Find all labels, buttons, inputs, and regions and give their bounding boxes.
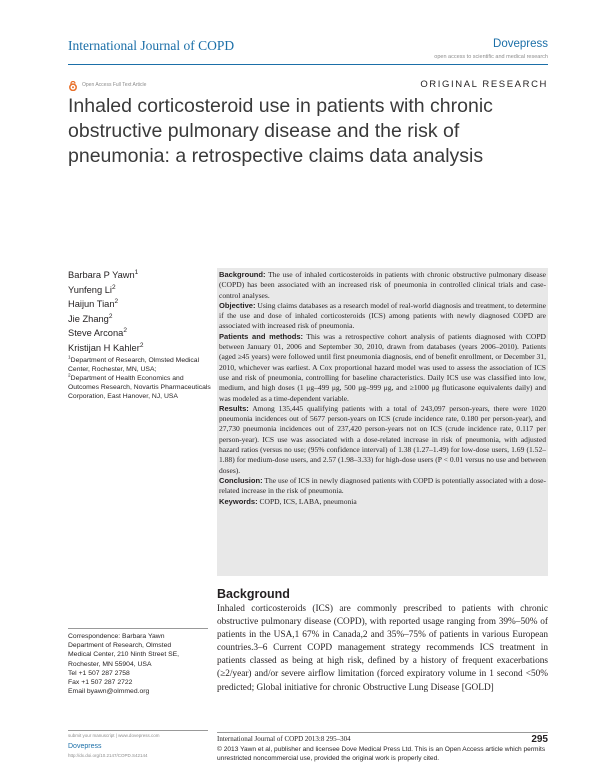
correspondence-line: Medical Center, 210 Ninth Street SE, — [68, 651, 180, 659]
footer-left-divider — [68, 730, 208, 731]
author-name: Kristijan H Kahler — [68, 342, 140, 353]
author — [68, 283, 208, 298]
affiliation-mark: 2 — [68, 373, 71, 379]
abstract-section — [219, 404, 546, 476]
abstract-text: This was a retrospective cohort analysis of patients diagnosed with COPD between January 01, 2006 and September 30, 2010, drawn from databases (years 2006–2010). Patients (aged ≥45 years) were followed until first pneumonia diagnosis, end of benefit enrollment, or December 31, 2010, whichever was earliest. A Cox proportional hazard model was used to assess the association of ICS use and risk of pneumonia, controlling for baseline characteristics. Daily ICS use was classified into low, medium, and high doses (1 μg–499 μg, 500 μg–999 μg, and ≥1000 μg fluticasone equivalents daily) and was modeled as a time-dependent variable. — [219, 331, 546, 403]
abstract-section — [219, 332, 546, 404]
correspondence-line: Fax +1 507 287 2722 — [68, 679, 133, 687]
author-affiliation-mark: 2 — [111, 283, 116, 291]
abstract-label: Results: — [219, 403, 249, 413]
abstract-label: Patients and methods: — [219, 331, 304, 341]
abstract-text: COPD, ICS, LABA, pneumonia — [259, 496, 357, 506]
abstract-text: The use of ICS in newly diagnosed patients with COPD is potentially associated with a dose-related increase in the risk of pneumonia. — [219, 475, 546, 496]
abstract-section — [219, 476, 546, 497]
author-name: Jie Zhang — [68, 313, 109, 324]
abstract-label: Objective: — [219, 300, 256, 310]
author — [68, 312, 208, 327]
abstract-label: Keywords: — [219, 496, 258, 506]
affiliation-text: Department of Health Economics and Outcomes Research, Novartis Pharmaceuticals Corporation, East Hanover, NJ, USA — [68, 375, 211, 401]
author — [68, 297, 208, 312]
abstract-label: Conclusion: — [219, 475, 263, 485]
footer-divider — [217, 732, 548, 733]
author-affiliation-mark: 1 — [134, 268, 139, 276]
author-name: Barbara P Yawn — [68, 270, 135, 280]
article-type: ORIGINAL RESEARCH — [420, 79, 548, 90]
footer-dovepress-logo[interactable]: Dovepress — [68, 743, 102, 750]
affiliations — [68, 356, 213, 401]
author — [68, 326, 208, 341]
publisher-logo[interactable]: Dovepress — [493, 38, 548, 50]
author — [68, 341, 208, 356]
article-title: Inhaled corticosteroid use in patients with chronic obstructive pulmonary disease and the risk of pneumonia: a retrospective claims data analysis — [68, 95, 493, 167]
citation-line: International Journal of COPD 2013:8 295–304 — [217, 735, 351, 743]
author-affiliation-mark: 2 — [139, 341, 144, 349]
correspondence-line: Rochester, MN 55904, USA — [68, 660, 152, 668]
abstract-section — [219, 301, 546, 332]
publisher-tagline: open access to scientific and medical research — [434, 54, 548, 60]
author-name: Haijun Tian — [68, 299, 115, 309]
abstract-label: Background: — [219, 270, 266, 279]
copyright-notice: © 2013 Yawn et al, publisher and licensee Dove Medical Press Ltd. This is an Open Access article which permits unrestricted noncommercial use, provided the original work is properly cited. — [217, 746, 546, 762]
correspondence-line: Tel +1 507 287 2758 — [68, 669, 130, 677]
author-affiliation-mark: 2 — [123, 326, 127, 334]
correspondence-divider — [68, 628, 208, 629]
abstract-section — [219, 270, 546, 301]
doi-link[interactable]: http://dx.doi.org/10.2147/COPD.S42144 — [68, 753, 148, 758]
background-text: Inhaled corticosteroids (ICS) are commonly prescribed to patients with chronic obstructive pulmonary disease (COPD), with reported usage ranging from 39%–50% of patients in the USA,1 67% in Canada,2 and 35%–75% of patients in various European countries.3–6 Current COPD management strategy recommends ICS treatment in patients classed as being at high risk, defined by a history of frequent exacerbations (≥2/year) and/or severe airflow limitation (forced expiratory volume in 1 second <50% predicted; Global initiative for chronic Obstructive Lung Disease [GOLD] — [217, 604, 548, 693]
author — [68, 268, 208, 283]
author-affiliation-mark: 2 — [114, 297, 119, 305]
abstract-text: Among 135,445 qualifying patients with a total of 243,097 person-years, there were 1020 pneumonia incidences out of 5677 person-years on ICS (crude incidence rate, 0.180 per person-year), and 27,730 pneumonia incidences out of 237,420 person-years not on ICS (crude incidence rate, 0.117 per person-year). ICS use was associated with a dose-related increase in risk of pneumonia, with adjusted hazard ratios (versus no use; (95% confidence interval) of 1.38 (1.27–1.49) for low-dose users, 1.69 (1.52–1.88) for medium-dose users, and 2.57 (1.98–3.33) for high-dose users (P < 0.01 versus no use and between doses). — [219, 403, 546, 475]
author-name: Yunfeng Li — [68, 284, 112, 295]
header-divider — [68, 64, 548, 65]
page-number: 295 — [531, 734, 548, 745]
correspondence-line: Correspondence: Barbara Yawn — [68, 633, 165, 640]
journal-title[interactable]: International Journal of COPD — [68, 38, 235, 53]
author-name: Steve Arcona — [68, 328, 124, 338]
correspondence-line[interactable]: Email byawn@olmmed.org — [68, 688, 150, 696]
abstract-text: The use of inhaled corticosteroids in patients with chronic obstructive pulmonary disease (COPD) has been associated with an increased risk of pneumonia in controlled clinical trials and case-control analyses. — [219, 270, 546, 300]
open-access-icon — [68, 81, 78, 91]
section-heading-background: Background — [217, 587, 290, 601]
author-list — [68, 268, 208, 355]
background-paragraph — [217, 603, 548, 695]
open-access-label: Open Access Full Text Article — [82, 82, 147, 88]
abstract-section — [219, 497, 546, 507]
affiliation-mark: 1 — [68, 355, 71, 361]
author-affiliation-mark: 2 — [108, 312, 113, 320]
correspondence-block — [68, 632, 213, 696]
submit-manuscript-link[interactable]: submit your manuscript | www.dovepress.com — [68, 733, 160, 738]
correspondence-line: Department of Research, Olmsted — [68, 642, 172, 650]
affiliation — [68, 374, 213, 401]
affiliation — [68, 356, 213, 374]
abstract-box — [217, 268, 548, 576]
abstract-text: Using claims databases as a research model of real-world diagnosis and treatment, to determine if the use and dose of inhaled corticosteroids (ICS) among patients with newly diagnosed COPD are associated with increased risk of pneumonia. — [219, 300, 546, 331]
affiliation-text: Department of Research, Olmsted Medical Center, Rochester, MN, USA; — [68, 357, 200, 374]
